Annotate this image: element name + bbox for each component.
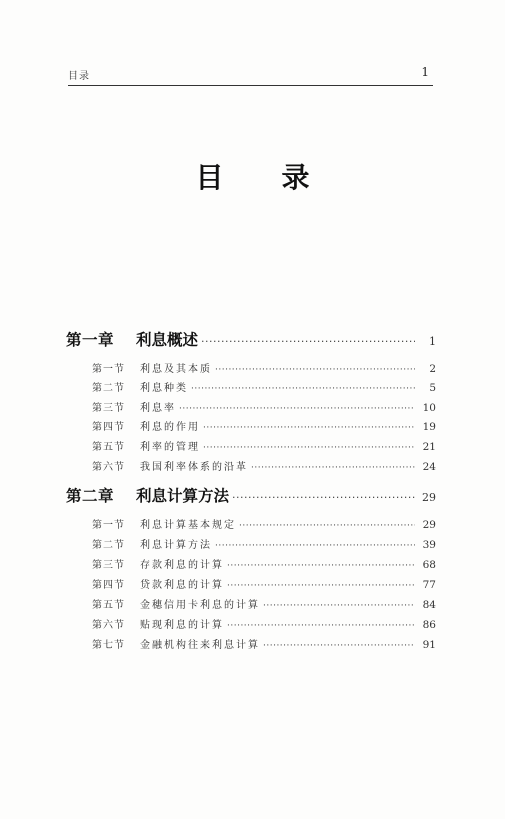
toc-section-entry[interactable] xyxy=(92,418,436,433)
section-page-number: 19 xyxy=(422,421,436,433)
section-title: 利息计算方法 xyxy=(140,540,212,551)
toc-section-entry[interactable] xyxy=(92,596,436,611)
chapter-page-number: 1 xyxy=(429,335,436,348)
dot-leader xyxy=(215,365,415,375)
chapter-title: 利息概述 xyxy=(136,331,199,349)
section-number: 第七节 xyxy=(92,640,125,651)
section-title: 贴现利息的计算 xyxy=(140,620,224,631)
section-page-number: 86 xyxy=(422,619,436,631)
dot-leader xyxy=(263,641,415,651)
section-title: 利息计算基本规定 xyxy=(140,520,236,531)
toc-section-entry[interactable] xyxy=(92,360,436,375)
chapter-number: 第一章 xyxy=(66,331,115,349)
section-title: 我国利率体系的沿革 xyxy=(140,462,248,473)
toc-section-entry[interactable] xyxy=(92,636,436,651)
toc-section-entry[interactable] xyxy=(92,458,436,473)
section-page-number: 5 xyxy=(429,382,436,394)
section-title: 利息率 xyxy=(140,403,176,414)
section-title: 金融机构往来利息计算 xyxy=(140,640,260,651)
section-title: 存款利息的计算 xyxy=(140,560,224,571)
running-head-page-number: 1 xyxy=(421,65,429,79)
toc-chapter-entry[interactable] xyxy=(66,328,436,350)
section-title: 贷款利息的计算 xyxy=(140,580,224,591)
running-head-title: 目录 xyxy=(68,71,90,82)
section-number: 第二节 xyxy=(92,383,125,394)
section-page-number: 10 xyxy=(422,402,436,414)
dot-leader xyxy=(227,621,415,631)
section-page-number: 68 xyxy=(422,559,436,571)
section-title: 利率的管理 xyxy=(140,442,200,453)
chapter-title: 利息计算方法 xyxy=(136,487,230,505)
section-number: 第二节 xyxy=(92,540,125,551)
dot-leader xyxy=(263,601,415,611)
toc-heading: 目录 xyxy=(195,161,368,194)
section-title: 利息种类 xyxy=(140,383,188,394)
section-number: 第三节 xyxy=(92,560,125,571)
section-number: 第五节 xyxy=(92,600,125,611)
section-number: 第一节 xyxy=(92,364,125,375)
section-page-number: 77 xyxy=(422,579,436,591)
dot-leader xyxy=(232,491,415,504)
dot-leader xyxy=(203,443,415,453)
section-page-number: 91 xyxy=(422,639,436,651)
section-page-number: 21 xyxy=(422,441,436,453)
toc-section-entry[interactable] xyxy=(92,399,436,414)
toc-section-entry[interactable] xyxy=(92,576,436,591)
dot-leader xyxy=(179,404,415,414)
section-number: 第六节 xyxy=(92,462,125,473)
toc-section-entry[interactable] xyxy=(92,556,436,571)
dot-leader xyxy=(227,581,415,591)
section-number: 第五节 xyxy=(92,442,125,453)
toc-section-entry[interactable] xyxy=(92,616,436,631)
section-number: 第四节 xyxy=(92,580,125,591)
section-number: 第一节 xyxy=(92,520,125,531)
section-page-number: 2 xyxy=(429,363,436,375)
dot-leader xyxy=(201,335,415,348)
section-title: 利息及其本质 xyxy=(140,364,212,375)
toc-section-entry[interactable] xyxy=(92,516,436,531)
toc-chapter-entry[interactable] xyxy=(66,484,436,506)
dot-leader xyxy=(215,541,415,551)
section-number: 第三节 xyxy=(92,403,125,414)
toc-section-entry[interactable] xyxy=(92,379,436,394)
chapter-page-number: 29 xyxy=(422,491,436,504)
toc-section-entry[interactable] xyxy=(92,536,436,551)
dot-leader xyxy=(191,384,415,394)
dot-leader xyxy=(227,561,415,571)
section-title: 金穗信用卡利息的计算 xyxy=(140,600,260,611)
section-title: 利息的作用 xyxy=(140,422,200,433)
dot-leader xyxy=(251,463,415,473)
section-page-number: 84 xyxy=(422,599,436,611)
section-page-number: 24 xyxy=(422,461,436,473)
running-head xyxy=(68,63,433,86)
section-page-number: 29 xyxy=(422,519,436,531)
dot-leader xyxy=(203,423,415,433)
toc-section-entry[interactable] xyxy=(92,438,436,453)
section-number: 第六节 xyxy=(92,620,125,631)
section-page-number: 39 xyxy=(422,539,436,551)
section-number: 第四节 xyxy=(92,422,125,433)
dot-leader xyxy=(239,521,415,531)
chapter-number: 第二章 xyxy=(66,487,115,505)
